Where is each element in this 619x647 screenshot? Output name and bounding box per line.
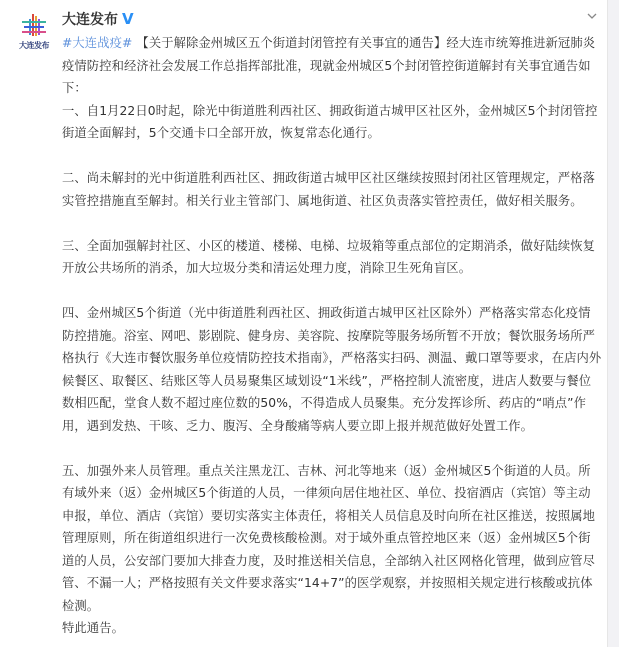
paragraph-4: 四、金州城区5个街道（光中街道胜利西社区、拥政街道古城甲区社区除外）严格落实常态化疫情防控措施。浴室、网吧、影剧院、健身房、美容院、按摩院等服务场所暂不开放；餐饮服务场所严格执行《大连市餐饮服务单位疫情防控技术指南》，严格落实扫码、测温、戴口罩等要求，在店内外候餐区、取餐区、结账区等人员易聚集区域划设“1米线”，严格控制人流密度，进店人数要与餐位数相匹配，堂食人数不超过座位数的50%，不得造成人员聚集。充分发挥诊所、药店的“哨点”作用，遇到发热、干咳、乏力、腹泻、全身酸痛等病人要立即上报并规范做好处置工作。: [62, 306, 602, 433]
logo-icon: [19, 13, 49, 39]
chevron-down-icon[interactable]: [586, 10, 598, 22]
scrollbar-track[interactable]: [607, 0, 619, 647]
paragraph-2: 二、尚未解封的光中街道胜利西社区、拥政街道古城甲区社区继续按照封闭社区管理规定，严格落实管控措施直至解封。相关行业主管部门、属地街道、社区负责落实管控责任，做好相关服务。: [62, 171, 596, 208]
intro-paragraph: [62, 32, 602, 100]
hashtag-link[interactable]: #大连战疫#: [62, 36, 133, 50]
paragraph-1: 一、自1月22日0时起，除光中街道胜利西社区、拥政街道古城甲区社区外，金州城区5个封闭管控街道全面解封，5个交通卡口全部开放，恢复常态化通行。: [62, 103, 598, 140]
post-body: [62, 32, 602, 640]
closing-text: 特此通告。: [62, 621, 124, 635]
paragraph-5: 五、加强外来人员管理。重点关注黑龙江、吉林、河北等地来（返）金州城区5个街道的人员。所有域外来（返）金州城区5个街道的人员，一律须向居住地社区、单位、投宿酒店（宾馆）等主动申报，单位、酒店（宾馆）要切实落实主体责任，将相关人员信息及时向所在社区推送，按照属地管理原则，所在街道组织进行一次免费核酸检测。对于域外重点管控地区来（返）金州城区5个街道的人员，公安部门要加大排查力度，及时推送相关信息，全部纳入社区网格化管理，做到应管尽管、不漏一人；严格按照有关文件要求落实“14+7”的医学观察，并按照相关规定进行核酸或抗体检测。: [62, 463, 596, 613]
avatar[interactable]: [12, 10, 56, 54]
author-name[interactable]: 大连发布: [62, 12, 118, 28]
weibo-post: [62, 8, 602, 640]
author-row: [62, 8, 602, 30]
paragraph-3: 三、全面加强解封社区、小区的楼道、楼梯、电梯、垃圾箱等重点部位的定期消杀，做好陆续恢复开放公共场所的消杀，加大垃圾分类和清运处理力度，消除卫生死角盲区。: [62, 238, 596, 275]
verified-v-icon: V: [122, 9, 134, 28]
avatar-caption: 大连发布: [19, 41, 49, 50]
intro-text: 【关于解除金州城区五个街道封闭管控有关事宜的通告】经大连市统筹推进新冠肺炎疫情防控和经济社会发展工作总指挥部批准，现就金州城区5个封闭管控街道解封有关事宜通告如下：: [62, 36, 596, 95]
